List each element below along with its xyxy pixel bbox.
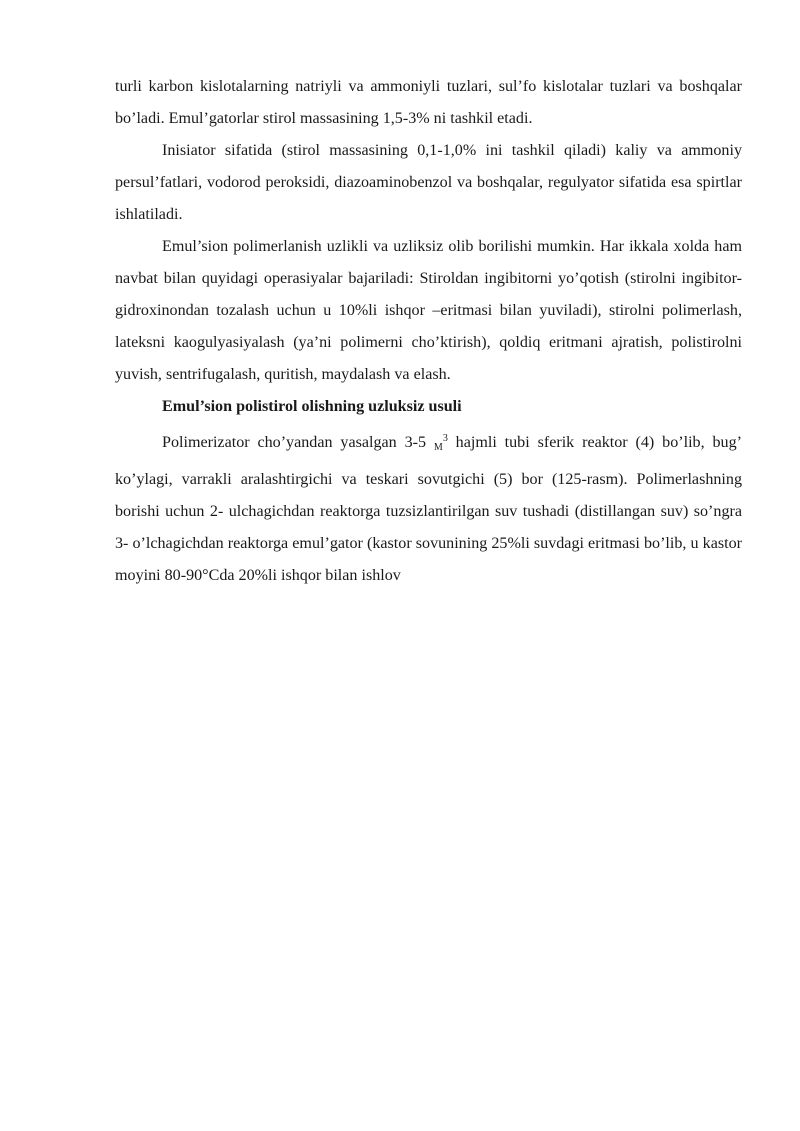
volume-unit: М	[433, 442, 443, 453]
paragraph-4-text-start: Polimerizator cho’yandan yasalgan 3-5	[162, 434, 434, 451]
paragraph-4-text-end: hajmli tubi sferik reaktor (4) bo’lib, bug’ ko’ylagi, varrakli aralashtirgichi va teskari sovutgichi (5) bor (125-rasm). Polimerlashning borishi uchun 2- ulchagichdan reaktorga tuzsizlantirilgan suv tushadi (distillangan suv) so’ngra 3- o’lchagichdan reaktorga emul’gator (kastor sovunining 25%li suvdagi eritmasi bo’lib, u kastor moyini 80-90°Cda 20%li ishqor bilan ishlov	[115, 434, 742, 584]
paragraph-4	[115, 423, 742, 592]
paragraph-2: Inisiator sifatida (stirol massasining 0,1-1,0% ini tashkil qiladi) kaliy va ammoniy persul’fatlari, vodorod peroksidi, diazoaminobenzol va boshqalar, regulyator sifatida esa spirtlar ishlatiladi.	[115, 142, 742, 223]
volume-exponent: 3	[442, 433, 448, 444]
section-heading: Emul’sion polistirol olishning uzluksiz usuli	[162, 398, 462, 415]
paragraph-1: turli karbon kislotalarning natriyli va ammoniyli tuzlari, sul’fo kislotalar tuzlari va boshqalar bo’ladi. Emul’gatorlar stirol massasining 1,5-3% ni tashkil etadi.	[115, 78, 742, 127]
paragraph-3: Emul’sion polimerlanish uzlikli va uzliksiz olib borilishi mumkin. Har ikkala xolda ham navbat bilan quyidagi operasiyalar bajariladi: Stiroldan ingibitorni yo’qotish (stirolni ingibitor-gidroxinondan tozalash uchun u 10%li ishqor –eritmasi bilan yuviladi), stirolni polimerlash, lateksni kaogulyasiyalash (ya’ni polimerni cho’ktirish), qoldiq eritmani ajratish, polistirolni yuvish, sentrifugalash, quritish, maydalash va elash.	[115, 238, 742, 383]
document-page	[115, 71, 742, 592]
